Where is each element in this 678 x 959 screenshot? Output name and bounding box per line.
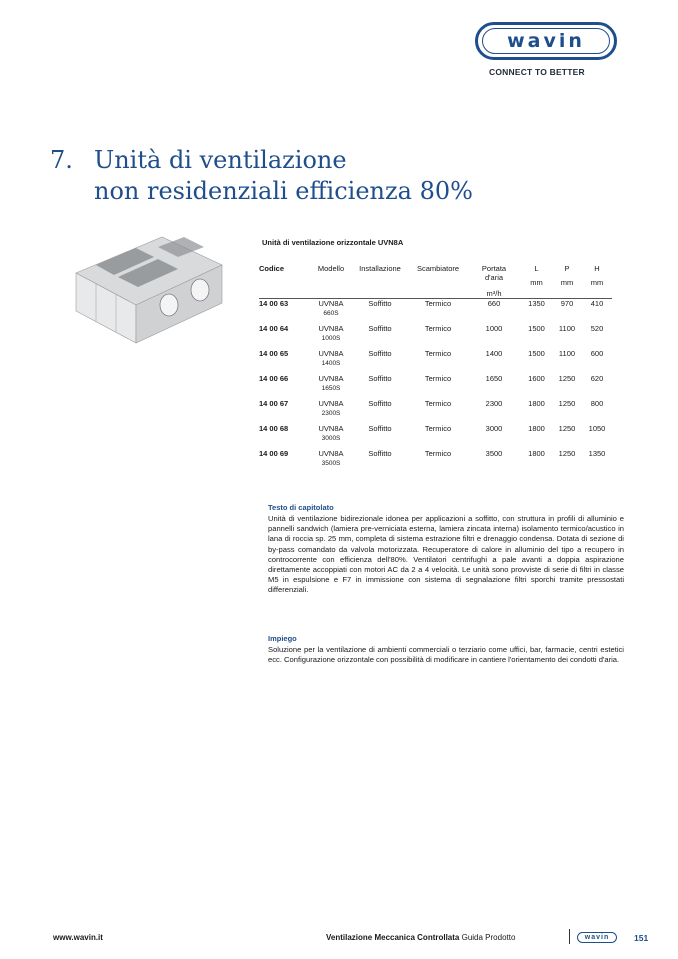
cell-l: 1500 <box>528 324 545 333</box>
cell-p: 1250 <box>558 399 576 408</box>
cell-h: 800 <box>590 399 604 408</box>
impiego-text: Soluzione per la ventilazione di ambienti commerciali o terziario come uffici, bar, farmacie, centri estetici ecc. Configurazione orizzontale con possibilità di modificare in cantiere l'orientamento dei condotti d'aria. <box>268 645 624 665</box>
header-portata-l2: d'aria <box>484 273 504 282</box>
cell-codice: 14 00 68 <box>259 424 289 433</box>
cell-scambiatore: Termico <box>424 299 452 308</box>
cell-installazione: Soffitto <box>368 299 392 308</box>
cell-installazione: Soffitto <box>368 399 392 408</box>
cell-modello-line2: 3000S <box>321 434 341 442</box>
cell-l: 1800 <box>528 424 545 433</box>
cell-modello-line1: UVN8A <box>318 374 344 383</box>
section-title: Unità di ventilazione orizzontale UVN8A <box>262 238 404 247</box>
cell-h: 1050 <box>588 424 606 433</box>
table-units-row <box>259 282 612 298</box>
impiego-title: Impiego <box>268 634 297 643</box>
cell-codice: 14 00 67 <box>259 399 289 408</box>
table-row <box>259 449 612 468</box>
cell-portata: 1650 <box>485 374 503 383</box>
header-codice: Codice <box>259 264 285 273</box>
cell-h: 410 <box>590 299 604 308</box>
cell-codice: 14 00 69 <box>259 449 289 458</box>
title-line-1: Unità di ventilazione <box>94 146 347 174</box>
cell-p: 970 <box>560 299 574 308</box>
cell-l: 1800 <box>528 399 545 408</box>
wavin-logo <box>475 22 617 60</box>
title-line-2: non residenziali efficienza 80% <box>94 177 473 205</box>
cell-p: 1250 <box>558 424 576 433</box>
footer-wavin-logo: wavin <box>577 932 617 943</box>
table-row <box>259 299 612 319</box>
cell-h: 600 <box>590 349 604 358</box>
cell-codice: 14 00 66 <box>259 374 289 383</box>
cell-modello <box>311 449 351 468</box>
header-scambiatore: Scambiatore <box>416 264 460 273</box>
cell-modello-line2: 660S <box>323 309 339 317</box>
cell-modello-line1: UVN8A <box>318 399 344 408</box>
cell-scambiatore: Termico <box>424 399 452 408</box>
table-row <box>259 399 612 418</box>
cell-modello-line1: UVN8A <box>318 449 344 458</box>
header-portata-l1: Portata <box>481 264 507 273</box>
header-p: P <box>564 264 570 273</box>
page-number: 151 <box>634 933 649 943</box>
footer-doc-rest: Guida Prodotto <box>461 933 516 942</box>
cell-modello <box>311 399 351 418</box>
cell-h: 620 <box>590 374 604 383</box>
tagline: CONNECT TO BETTER <box>489 67 585 77</box>
cell-portata: 1400 <box>485 349 503 358</box>
cell-installazione: Soffitto <box>368 324 392 333</box>
footer-url[interactable]: www.wavin.it <box>53 933 103 942</box>
cell-modello-line2: 2300S <box>321 409 341 417</box>
header-h: H <box>594 264 600 273</box>
cell-modello <box>311 324 351 343</box>
ventilation-unit-image <box>74 235 224 345</box>
cell-portata: 660 <box>487 299 501 308</box>
header-modello: Modello <box>317 264 345 273</box>
footer-divider <box>569 929 570 944</box>
cell-modello <box>311 349 351 368</box>
table-row <box>259 424 612 443</box>
cell-portata: 3500 <box>485 449 503 458</box>
header-l: L <box>534 264 539 273</box>
cell-installazione: Soffitto <box>368 374 392 383</box>
cell-codice: 14 00 63 <box>259 299 289 308</box>
cell-h: 520 <box>590 324 604 333</box>
cell-portata: 1000 <box>485 324 503 333</box>
cell-modello <box>311 299 351 319</box>
cell-installazione: Soffitto <box>368 349 392 358</box>
cell-scambiatore: Termico <box>424 324 452 333</box>
cell-scambiatore: Termico <box>424 349 452 358</box>
chapter-number: 7. <box>50 146 73 174</box>
cell-l: 1800 <box>528 449 545 458</box>
capitolato-text: Unità di ventilazione bidirezionale idonea per applicazioni a soffitto, con struttura in profili di alluminio e pannelli sandwich (lamiera pre-verniciata esterna, lamiera zincata interna) isolamento termico/acustico in lana di roccia sp. 25 mm, completa di sistema estrazione filtri e drenaggio condensa. Dotata di sezione di by-pass comandato da valvola motorizzata. Recuperatore di calore in alluminio del tipo a recupero in controcorrente con efficienza dell'80%. Ventilatori centrifughi a pale avanti a doppia aspirazione direttamente accoppiati con motori AC da 2 a 4 velocità. Le unità sono provviste di serie di filtri in classe M5 in espulsione e F7 in immissione con sistema di segnalazione filtri sporchi tramite pressostati differenziali. <box>268 514 624 595</box>
cell-h: 1350 <box>588 449 606 458</box>
cell-modello-line2: 3500S <box>321 459 341 467</box>
cell-l: 1600 <box>528 374 545 383</box>
cell-l: 1350 <box>528 299 545 308</box>
cell-p: 1250 <box>558 449 576 458</box>
cell-modello-line1: UVN8A <box>318 324 344 333</box>
cell-portata: 2300 <box>485 399 503 408</box>
cell-modello-line2: 1000S <box>321 334 341 342</box>
cell-p: 1100 <box>558 349 576 358</box>
page-title <box>50 145 473 207</box>
table-row <box>259 349 612 368</box>
unit-p: mm <box>560 278 574 287</box>
capitolato-title: Testo di capitolato <box>268 503 334 512</box>
cell-codice: 14 00 65 <box>259 349 289 358</box>
cell-scambiatore: Termico <box>424 374 452 383</box>
cell-scambiatore: Termico <box>424 424 452 433</box>
table-header-row <box>259 264 612 282</box>
header-portata <box>467 264 521 282</box>
cell-modello-line1: UVN8A <box>318 424 344 433</box>
cell-modello-line1: UVN8A <box>318 299 344 308</box>
cell-modello-line2: 1400S <box>321 359 341 367</box>
unit-portata: m³/h <box>486 289 502 298</box>
cell-scambiatore: Termico <box>424 449 452 458</box>
cell-portata: 3000 <box>485 424 503 433</box>
cell-p: 1100 <box>558 324 576 333</box>
cell-modello-line2: 1650S <box>321 384 341 392</box>
cell-modello-line1: UVN8A <box>318 349 344 358</box>
cell-installazione: Soffitto <box>368 424 392 433</box>
unit-l: mm <box>530 278 543 287</box>
spec-table <box>259 264 612 474</box>
header-installazione: Installazione <box>359 264 401 273</box>
wavin-logo-text: wavin <box>482 28 610 54</box>
cell-modello <box>311 374 351 393</box>
table-row <box>259 324 612 343</box>
footer-doc-bold: Ventilazione Meccanica Controllata <box>326 933 460 942</box>
cell-l: 1500 <box>528 349 545 358</box>
cell-p: 1250 <box>558 374 576 383</box>
cell-codice: 14 00 64 <box>259 324 289 333</box>
footer-document-title <box>326 933 515 942</box>
table-row <box>259 374 612 393</box>
cell-modello <box>311 424 351 443</box>
cell-installazione: Soffitto <box>368 449 392 458</box>
unit-h: mm <box>590 278 604 287</box>
